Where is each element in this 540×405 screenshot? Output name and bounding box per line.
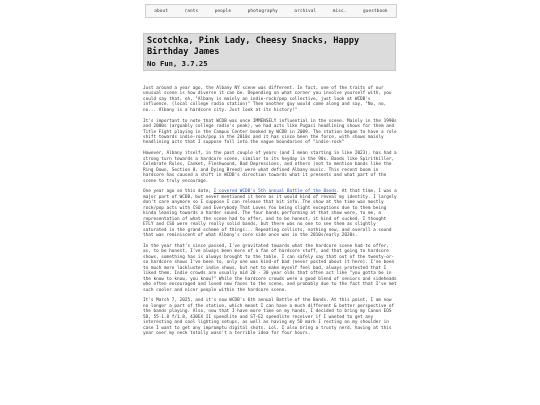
paragraph-year-since: In the year that's since passed, I've gravitated towards what the hardcore scene had to offer, as, to be honest, I've always been more of a fan of hardcore stuff, and that going to hardcore shows, something has is always brought to the table. I can safely say that out of the twenty-or-so hardcore shows I've been to, only one was kind-of bad (never posted about it here). I've been to much more lackluster indie shows, but not to make myself feel bad, always protested that I liked them. Indie crowds are usually mid 20 - 30 year olds that often act like "you gotta be in the know to know, you know?" While the hardcore crowds were a good blend of seniors and sideheads who often encouraged and loved new faces to the scene, and probably due to the fact that I've met such cooler and nicer people within the hardcore scene. (143, 243, 397, 293)
post-date: No Fun, 3.7.25 (147, 59, 208, 68)
nav-link-archival[interactable]: archival (294, 8, 317, 14)
post-body (143, 86, 397, 342)
paragraph-last-year-rest: . At that time, I was a major part of WCDB, but never mentioned it here as it would kind of reveal my identity. I largely don't care anymore so I suppose I can release that bit info. The show at the time was mostly rock/pop acts with CSO and Everybody That Loves You being slight exceptions due to them being kinda leaning towards a harder sound. The four bands performing at that show were, to me, a representation of what the scene had to offer, and to be honest, it kind of sucked. I thought ETLY and CSO were really really solid bands, but there was no one to see them as slightly saturated in the grand scheme of things... Repeating cellists, nothing new, and overall a sound that was reminiscent of what Albany's core side once was in the 2010s/early 2020s. (143, 189, 397, 239)
post-header (143, 33, 396, 71)
nav-link-rants[interactable]: rants (184, 8, 199, 14)
paragraph-last-year-lead: One year ago on this date, (143, 189, 214, 195)
nav-link-about[interactable]: about (154, 8, 168, 14)
paragraph-this-year: It's March 7, 2025, and it's now WCDB's 6th annual Battle of the Bands. At this point, I am now no longer a part of the station, which meant I can have a much different & better perspective of the bands playing. Also, now that I have more time on my hands, I decided to bring my Canon EOS 5D, 55-1.8 f/1.8, 430EX II speedlite and ST-E2 speedlite receiver if I wanted to get any interesting and cool lighting setups, as well as having my 5D mark I resting on my shoulder in case I want to get any impromptu digital shots. Lol. I also bring a trusty nerd, having at this year over my neck totally wasn't a terrible idea for four hours. (143, 298, 395, 337)
paragraph-intro: Just around a year ago, the Albany NY scene was different. In fact, one of the traits of our unusual scene is how diverse it can be. Depending on what corner you involve yourself with, you could say that, oh, "Albany is mainly an indie-rock/pop collective, just look at WCDB's influence. (local college radio station)" Then another guy would come along and say, "No, no, no... Albany is a hardcore city. Just look at its history!" (143, 86, 392, 113)
nav-link-photography[interactable]: photography (247, 8, 278, 14)
nav-link-people[interactable]: people (214, 8, 232, 14)
paragraph-last-year (143, 189, 397, 238)
top-nav (145, 4, 397, 18)
post-title: Scotchka, Pink Lady, Cheesy Snacks, Happy Birthday James (147, 36, 360, 57)
paragraph-wcdb-history: It's important to note that WCDB was once IMMENSELY influential in the scene. Mainly in the 1990s and 2000s (arguably college radio's peak), we had acts like Pugaci headlining shows for them and Title Fight playing in the Campus Center booked by WCDB in 2009. The station began to have a role shift towards indie-rock/pop in the 2010s and it has since been the force, with shows mainly headlining acts that I suppose fall into the vague boundaries of "indie-rock" (143, 118, 397, 146)
battle-of-the-bands-link[interactable]: I covered WCDB's 5th annual Battle of the Bands (213, 189, 337, 195)
nav-link-misc[interactable]: misc. (332, 8, 347, 14)
nav-link-guestbook[interactable]: guestbook (363, 8, 388, 14)
paragraph-hardcore-turn: However, Albany itself, in the past couple of years (and I mean starting in like 2023), has had a strong turn towards a hardcore scene, similar to its heyday in the 90s. Bands like Spiritkiller, Celebrate Rules, Casket, Fleshwound, Bad Depressions, and others (not to mention bands like the Ring Down, Section 8, and Dying Breed) were what defined Albany music. This recent boom in hardcore has caused a shift in WCDB's direction towards what it presents and what part of the scene to truly encourage. (143, 151, 397, 184)
